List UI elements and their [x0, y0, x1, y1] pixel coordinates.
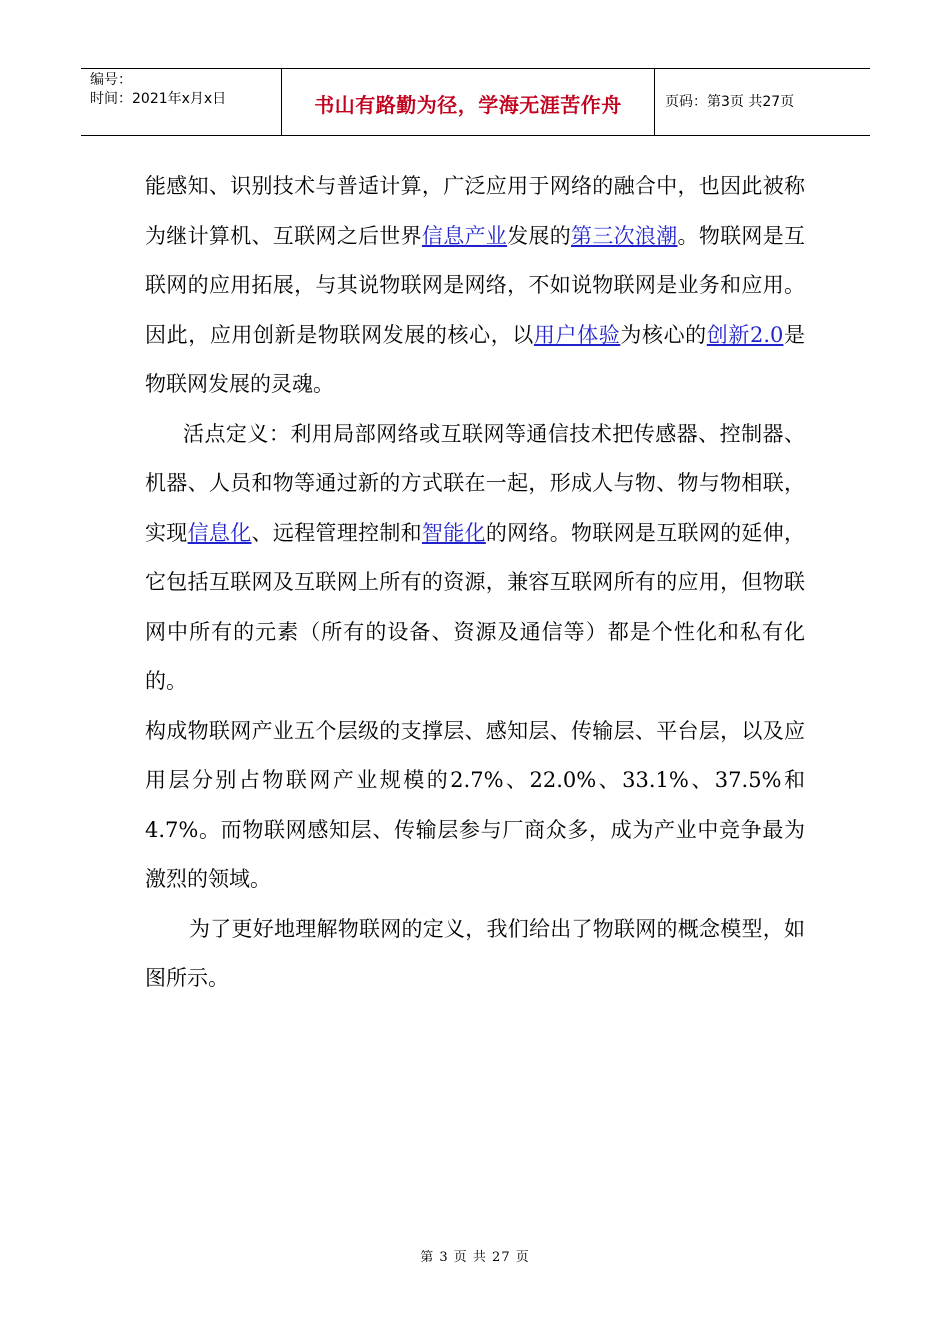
- p2-text-1: 活点定义：利用局部网络或互联网等通信技术把传感器、控制器、机器、人员和物等通过新的方式联在一起，形成人与物、物与物相联，实现: [145, 421, 805, 545]
- document-number-label: 编号：: [90, 72, 132, 88]
- header-page-cell: [655, 69, 870, 135]
- paragraph-3: 构成物联网产业五个层级的支撑层、感知层、传输层、平台层，以及应用层分别占物联网产业规模的2.7%、22.0%、33.1%、37.5%和4.7%。而物联网感知层、传输层参与厂商众多，成为产业中竞争最为激烈的领域。: [145, 718, 805, 891]
- document-date: 时间：2021年x月x日: [90, 91, 227, 107]
- link-user-experience[interactable]: 用户体验: [533, 322, 621, 347]
- p2-text-2: 、远程管理控制和: [251, 520, 422, 545]
- page-footer: 第 3 页 共 27 页: [420, 1250, 530, 1265]
- link-intelligence[interactable]: 智能化: [421, 520, 486, 545]
- link-information-industry[interactable]: 信息产业: [421, 223, 508, 248]
- link-innovation-2-0[interactable]: 创新2.0: [706, 322, 784, 347]
- paragraph-1: [145, 162, 805, 410]
- header-motto-cell: [282, 69, 655, 135]
- page-info: 页码：第3页 共27页: [665, 94, 795, 110]
- p1-text-5: 是物联网发展的灵魂。: [145, 322, 806, 396]
- p1-text-4: 为核心的: [620, 322, 707, 347]
- header-meta-cell: [81, 69, 282, 135]
- p1-text-1: 能感知、识别技术与普适计算，广泛应用于网络的融合中，也因此被称为继计算机、互联网之后世界: [145, 174, 805, 248]
- paragraph-2: [145, 410, 805, 707]
- p2-text-3: 的网络。物联网是互联网的延伸，它包括互联网及互联网上所有的资源，兼容互联网所有的应用，但物联网中所有的元素（所有的设备、资源及通信等）都是个性化和私有化的。: [145, 520, 806, 693]
- p1-text-3: 。物联网是互联网的应用拓展，与其说物联网是网络，不如说物联网是业务和应用。因此，应用创新是物联网发展的核心，以: [145, 223, 806, 347]
- paragraph-4: 为了更好地理解物联网的定义，我们给出了物联网的概念模型，如图所示。: [145, 916, 805, 990]
- link-informatization[interactable]: 信息化: [187, 520, 252, 545]
- motto-text: 书山有路勤为径，学海无涯苦作舟: [314, 93, 622, 117]
- link-third-wave[interactable]: 第三次浪潮: [571, 223, 678, 248]
- header-table: [81, 68, 870, 136]
- document-body: [145, 162, 805, 1004]
- p1-text-2: 发展的: [507, 223, 572, 248]
